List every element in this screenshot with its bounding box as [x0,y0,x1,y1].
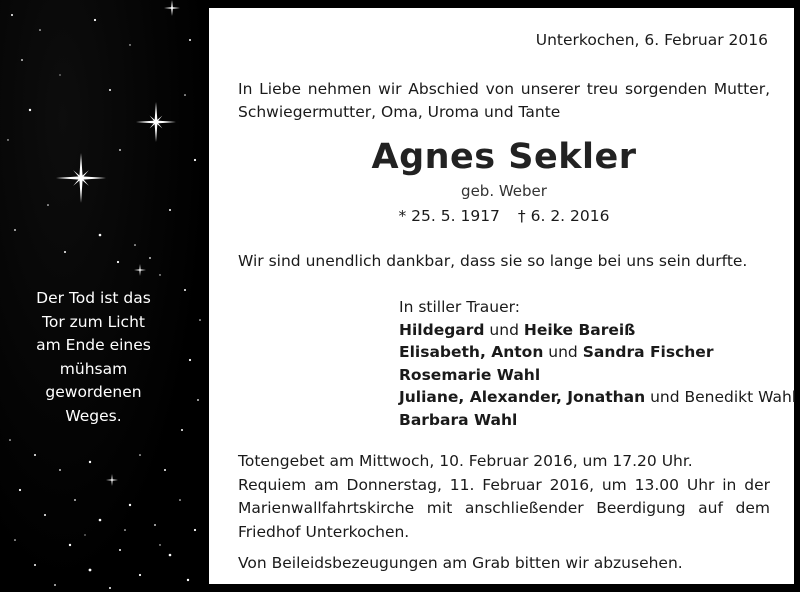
mourner-name: Rosemarie Wahl [399,365,541,384]
quote-line: gewordenen [45,383,142,401]
mourner-line [399,409,779,432]
intro-text: In Liebe nehmen wir Abschied von unserer treu sorgenden Mutter, Schwiegermutter, Oma, Uroma und Tante [238,80,770,121]
sparkle-star [56,153,106,203]
life-dates [238,205,770,227]
quote-line: mühsam [59,359,128,378]
prayer-text: Totengebet am Mittwoch, 10. Februar 2016, um 17.20 Uhr. [238,452,693,470]
requiem-text: Requiem am Donnerstag, 11. Februar 2016, um 13.00 Uhr in der Marienwallfahrtskirche mit anschließender Beerdigung auf dem Friedhof Unterkochen. [238,475,770,541]
mourner-line [399,364,779,387]
mourner-name: Barbara Wahl [399,410,518,429]
born-name: geb. Weber [461,182,547,200]
starry-sky-image [0,0,210,592]
deceased-name: Agnes Sekler [371,137,637,177]
mourner-conj: und [543,343,583,361]
mourner-rest: und Benedikt Wahl [645,388,797,406]
mourner-name: Juliane, Alexander, Jonathan [399,388,646,406]
mourner-conj: und [484,320,524,339]
quote-line: Tor zum Licht [42,312,145,331]
quote-line: am Ende eines [36,336,151,354]
death-date: † 6. 2. 2016 [517,207,610,225]
service-info [238,450,770,544]
mourner-line [399,341,779,364]
quote [0,287,187,428]
mourner-line [399,386,797,409]
mourners-list [399,296,797,431]
frame-border [794,8,797,584]
mourner-name: Sandra Fischer [582,343,714,361]
mourner-line [399,319,779,342]
condolence-notice: Von Beileidsbezeugungen am Grab bitten wir abzusehen. [238,554,683,572]
gratitude-text: Wir sind unendlich dankbar, dass sie so lange bei uns sein durfte. [238,252,748,270]
mourner-name: Heike Bareiß [523,320,636,339]
birth-date: * 25. 5. 1917 [398,207,500,225]
mourner-name: Elisabeth, Anton [399,343,544,361]
obituary-panel [209,8,797,584]
quote-line: Weges. [65,406,122,425]
place-date: Unterkochen, 6. Februar 2016 [535,31,768,49]
quote-line: Der Tod ist das [36,289,151,307]
mourner-name: Hildegard [399,320,485,339]
mourners-heading: In stiller Trauer: [399,298,520,316]
sparkle-star [136,102,176,142]
